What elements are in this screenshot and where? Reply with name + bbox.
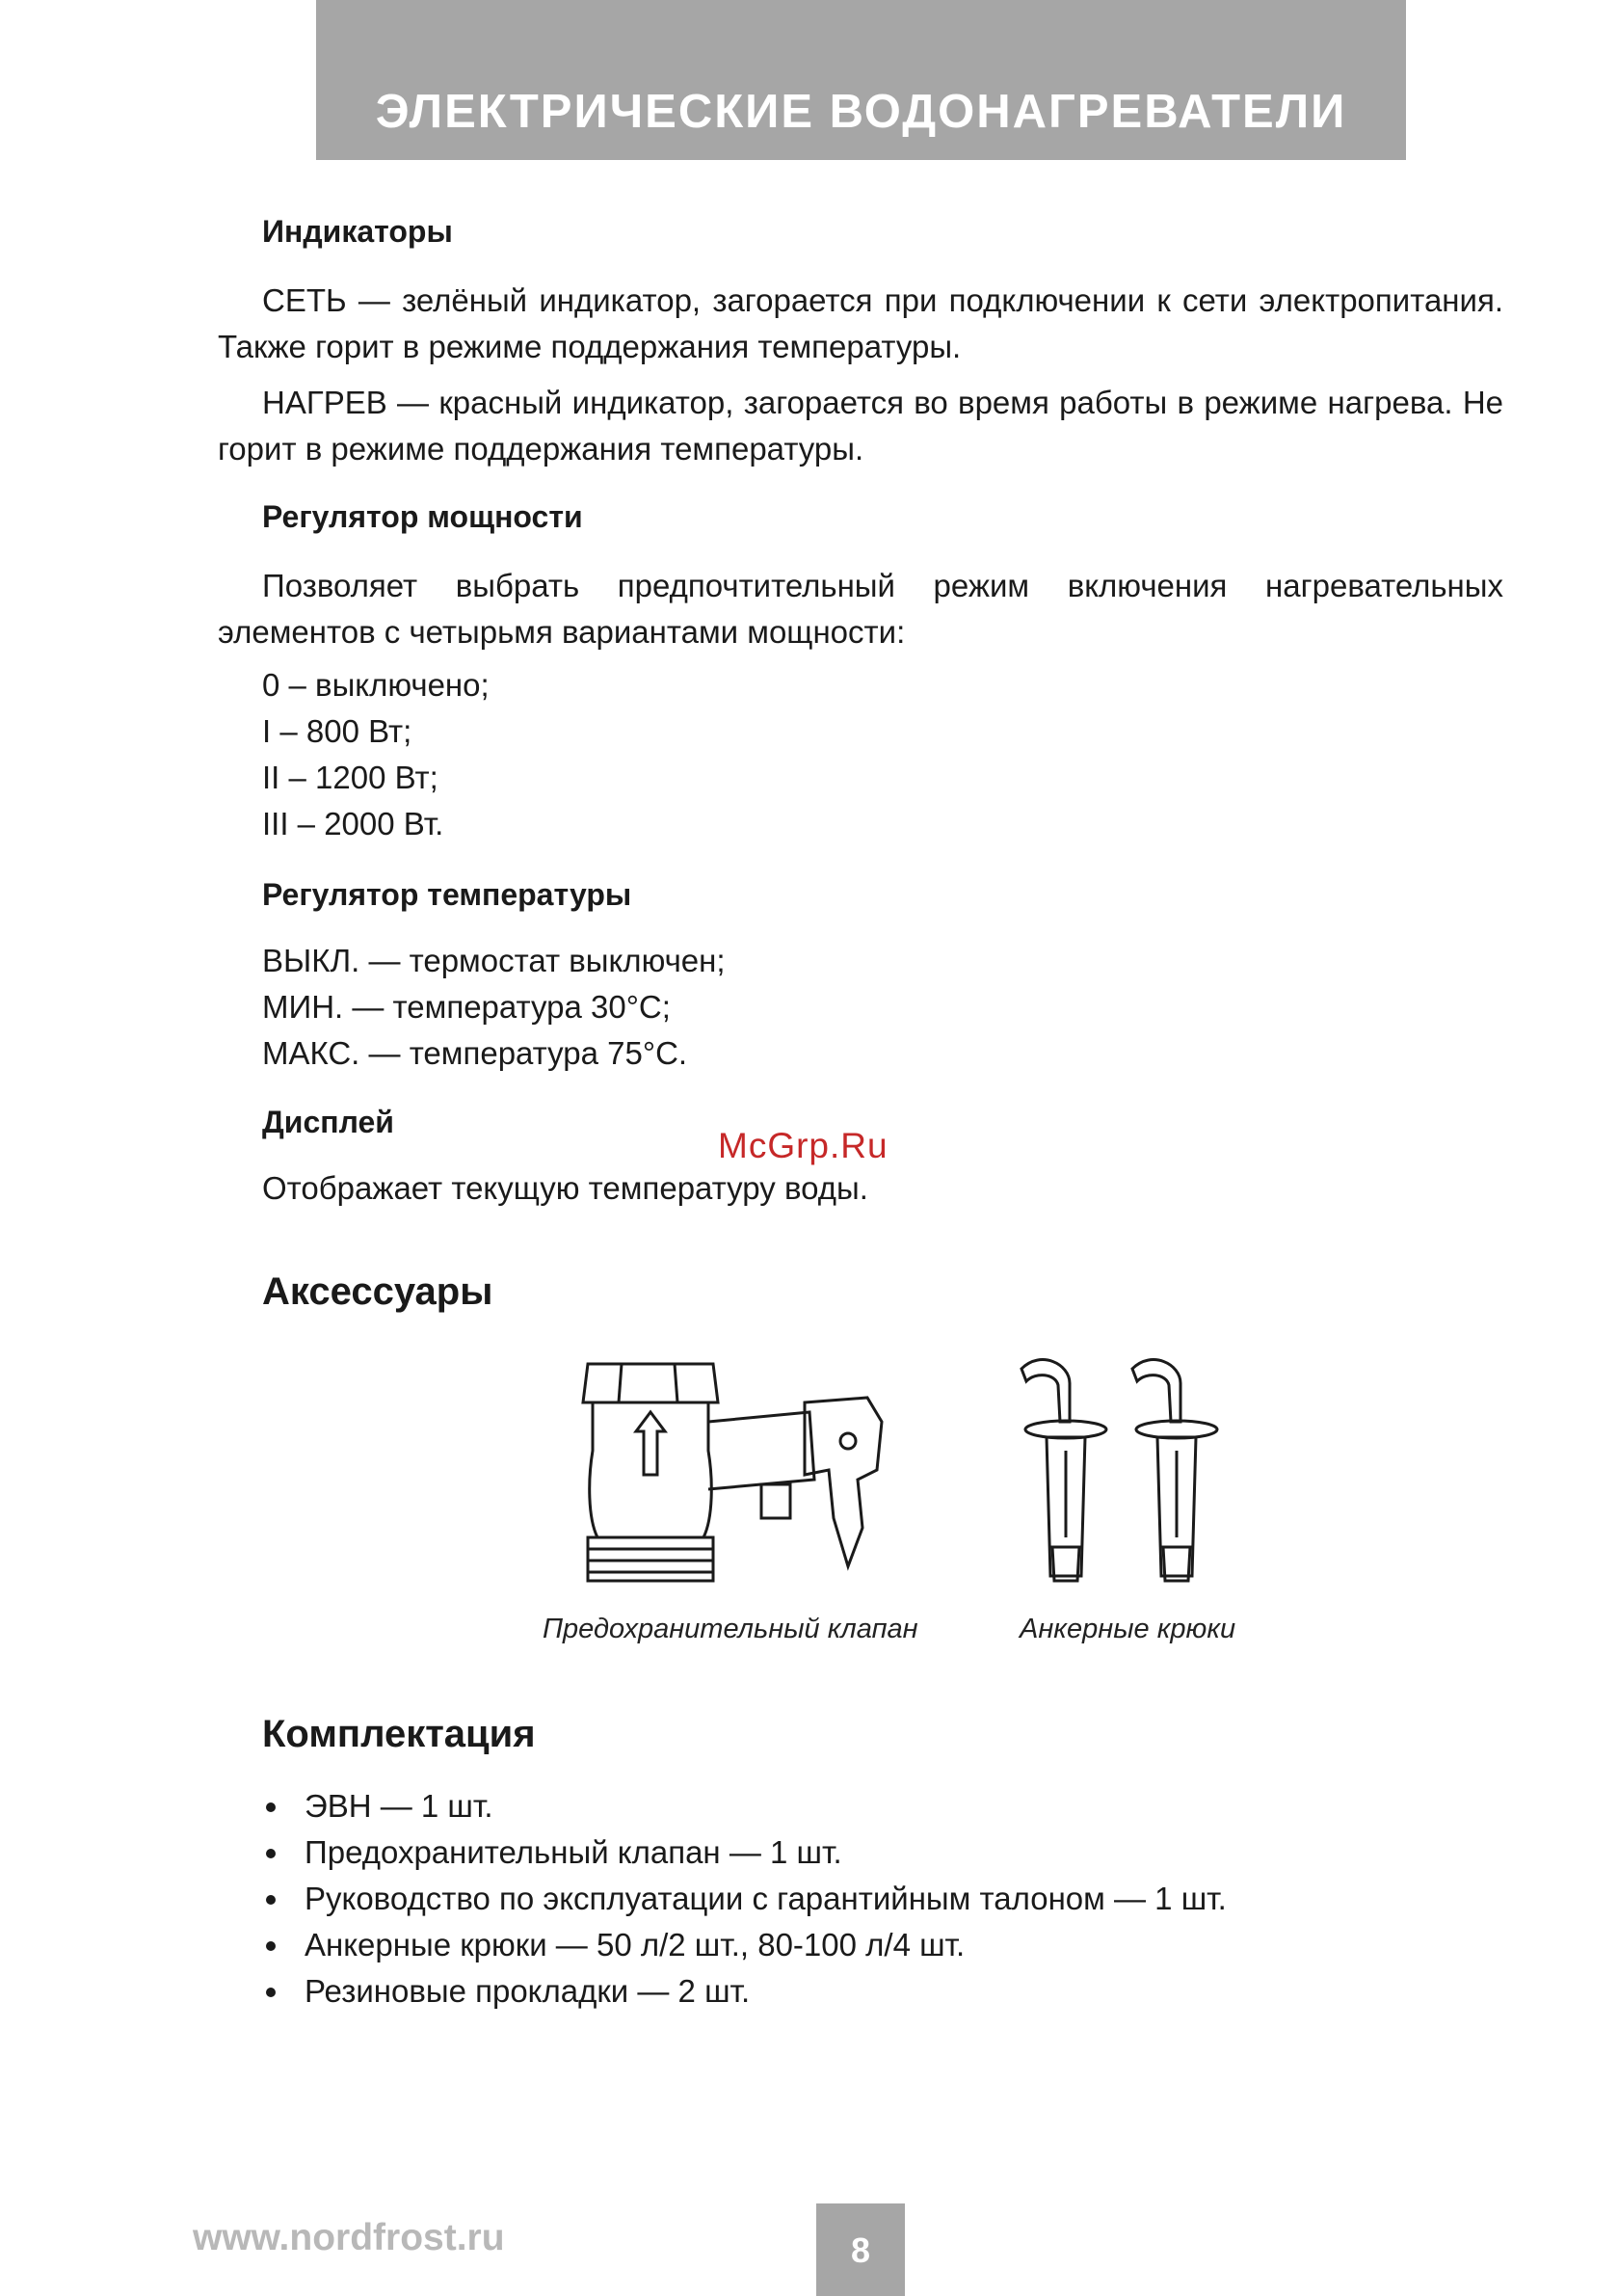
power-option: 0 – выключено; — [262, 667, 490, 703]
valve-caption: Предохранительный клапан — [543, 1614, 918, 1644]
watermark: McGrp.Ru — [718, 1126, 889, 1165]
page-number: 8 — [850, 2230, 871, 2270]
power-regulator-description: Позволяет выбрать предпочтительный режим включения нагревательных элементов с четырьмя вариантами мощности: — [218, 568, 1503, 650]
list-item: Предохранительный клапан — 1 шт. — [262, 1829, 1227, 1876]
hooks-caption: Анкерные крюки — [1020, 1614, 1236, 1644]
temp-option: ВЫКЛ. — термостат выключен; — [262, 943, 726, 978]
bullet-icon — [266, 1802, 276, 1812]
indicator-nagrev-text: НАГРЕВ — красный индикатор, загорается во время работы в режиме нагрева. Не горит в режиме поддержания температуры. — [218, 385, 1503, 467]
package-heading: Комплектация — [262, 1713, 536, 1755]
package-list — [262, 1783, 1227, 2015]
footer-website: www.nordfrost.ru — [193, 2217, 505, 2258]
list-item: Руководство по эксплуатации с гарантийным талоном — 1 шт. — [262, 1876, 1227, 1922]
display-text: Отображает текущую температуру воды. — [262, 1170, 868, 1206]
display-heading: Дисплей — [262, 1105, 394, 1139]
bullet-icon — [266, 1895, 276, 1905]
bullet-icon — [266, 1849, 276, 1858]
indicator-set-text: СЕТЬ — зелёный индикатор, загорается при подключении к сети электропитания. Также горит в режиме поддержания температуры. — [218, 282, 1503, 364]
power-regulator-heading: Регулятор мощности — [262, 499, 583, 534]
list-item: Анкерные крюки — 50 л/2 шт., 80-100 л/4 шт. — [262, 1922, 1227, 1968]
page-title: ЭЛЕКТРИЧЕСКИЕ ВОДОНАГРЕВАТЕЛИ — [375, 86, 1347, 138]
header-bar — [316, 0, 1406, 160]
safety-valve-illustration — [569, 1345, 915, 1595]
anchor-hooks-illustration — [1012, 1345, 1262, 1595]
temp-regulator-heading: Регулятор температуры — [262, 877, 632, 912]
bullet-icon — [266, 1941, 276, 1951]
accessories-heading: Аксессуары — [262, 1270, 493, 1313]
power-option: III – 2000 Вт. — [262, 806, 444, 841]
page-number-box — [816, 2203, 905, 2296]
power-option: II – 1200 Вт; — [262, 760, 438, 795]
indicators-heading: Индикаторы — [262, 214, 453, 249]
temp-option: МИН. — температура 30°С; — [262, 989, 671, 1025]
bullet-icon — [266, 1988, 276, 1997]
power-option: I – 800 Вт; — [262, 713, 412, 749]
list-item: ЭВН — 1 шт. — [262, 1783, 1227, 1829]
list-item: Резиновые прокладки — 2 шт. — [262, 1968, 1227, 2015]
temp-option: МАКС. — температура 75°С. — [262, 1035, 688, 1071]
